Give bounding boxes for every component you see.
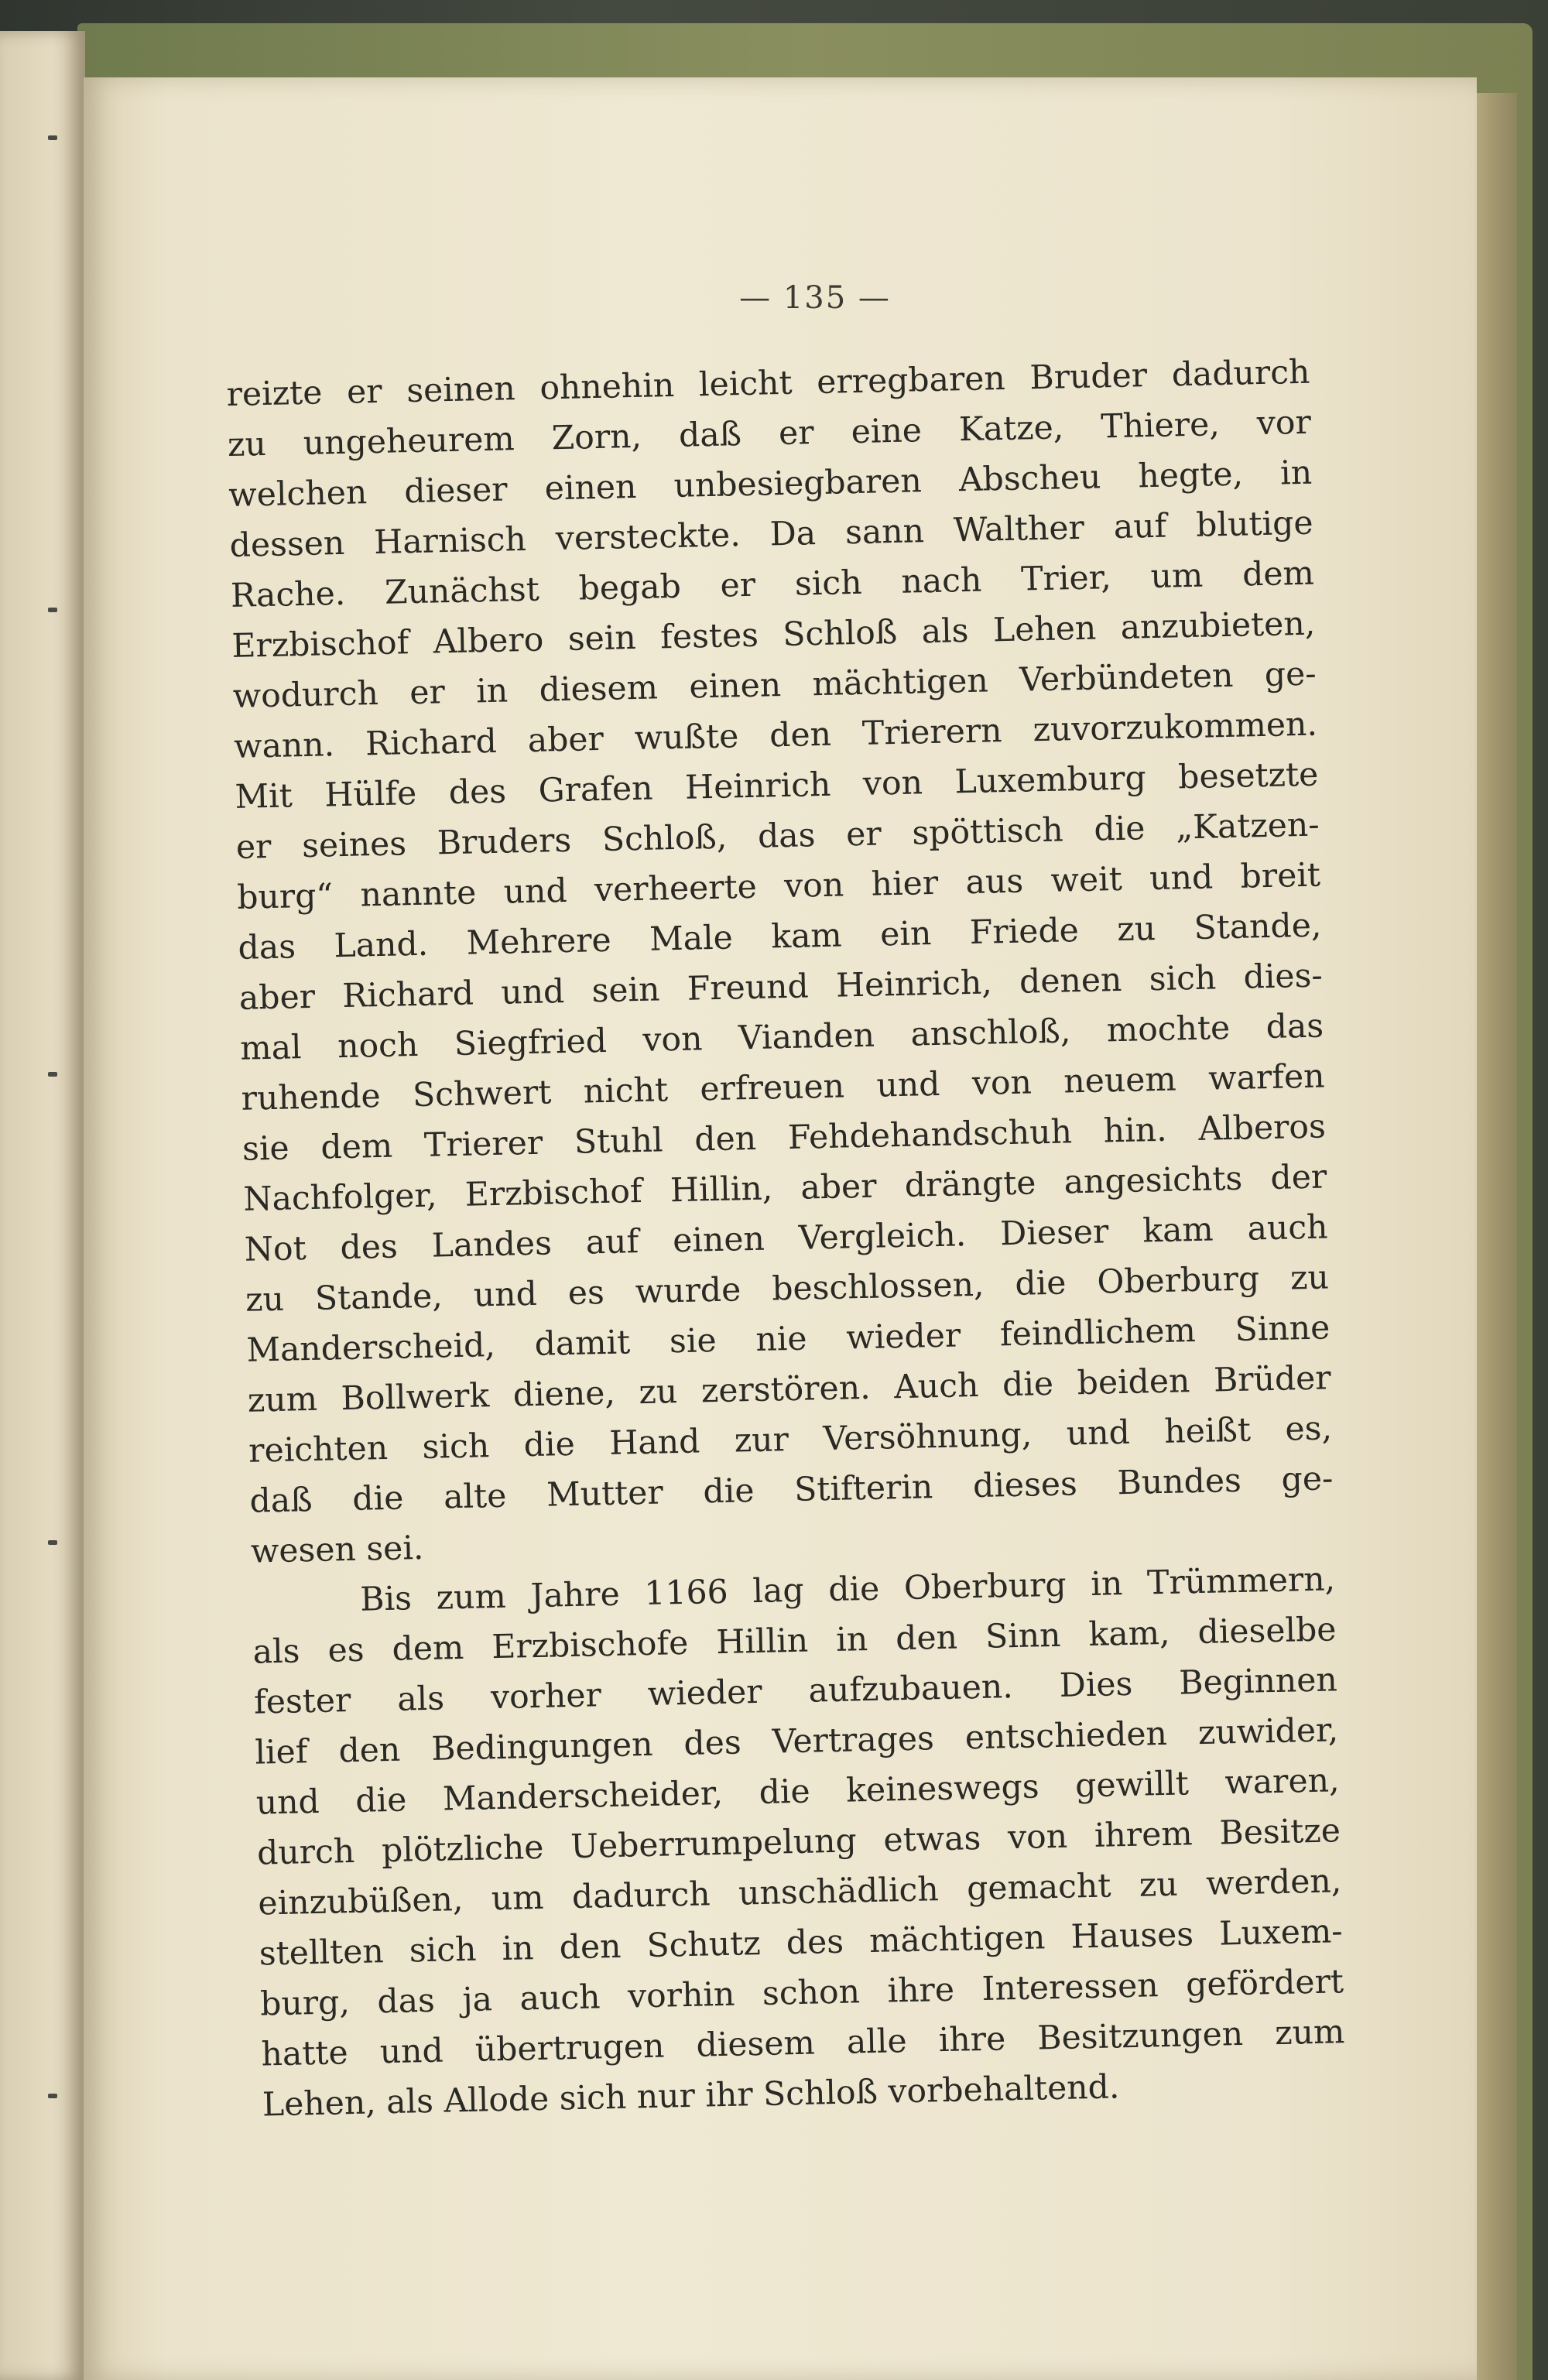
text-line: burg, das ja auch vorhin schon ihre Interessen gefördert — [259, 1963, 1344, 2024]
text-line: wodurch er in diesem einen mächtigen Verbündeten ge- — [232, 655, 1317, 716]
page-stack-edge — [1471, 93, 1517, 2380]
text-line: zum Bollwerk diene, zu zerstören. Auch die beiden Brüder — [247, 1359, 1332, 1420]
text-line: zu Stande, und es wurde beschlossen, die Oberburg zu — [245, 1258, 1330, 1320]
text-line: Nachfolger, Erzbischof Hillin, aber drängte angesichts der — [242, 1158, 1327, 1219]
text-line: Manderscheid, damit sie nie wieder feindlichem Sinne — [246, 1309, 1331, 1370]
text-line: aber Richard und sein Freund Heinrich, denen sich dies- — [238, 957, 1324, 1018]
text-line: zu ungeheurem Zorn, daß er eine Katze, Thiere, vor — [227, 403, 1312, 464]
page-text — [226, 348, 1346, 2131]
text-line: fester als vorher wieder aufzubauen. Dies Beginnen — [253, 1661, 1338, 1722]
text-line: dessen Harnisch versteckte. Da sann Walther auf blutige — [229, 504, 1313, 565]
text-line: reichten sich die Hand zur Versöhnung, und heißt es, — [248, 1409, 1333, 1471]
text-line: wesen sei. — [250, 1529, 424, 1571]
text-line: mal noch Siegfried von Vianden anschloß, mochte das — [239, 1007, 1324, 1068]
paragraph-2 — [252, 1554, 1347, 2130]
text-line: er seines Bruders Schloß, das er spöttisch die „Katzen- — [235, 806, 1320, 867]
text-line: wann. Richard aber wußte den Trierern zuvorzukommen. — [233, 705, 1318, 766]
text-line: burg“ nannte und verheerte von hier aus weit und breit — [236, 856, 1321, 917]
text-line: das Land. Mehrere Male kam ein Friede zu Stande, — [238, 906, 1322, 967]
text-line: und die Manderscheider, die keineswegs gewillt waren, — [255, 1762, 1341, 1823]
text-line: reizte er seinen ohnehin leicht erregbaren Bruder dadurch — [226, 353, 1310, 414]
text-line: Rache. Zunächst begab er sich nach Trier, um dem — [230, 554, 1315, 615]
text-line: stellten sich in den Schutz des mächtigen Hauses Luxem- — [259, 1913, 1344, 1974]
page-number: — 135 — — [739, 280, 891, 316]
text-line: hatte und übertrugen diesem alle ihre Besitzungen zum — [261, 2013, 1345, 2074]
text-line: lief den Bedingungen des Vertrages entschieden zuwider, — [254, 1711, 1339, 1772]
page-edge-mark — [48, 1072, 57, 1077]
page-edge-mark — [48, 2094, 57, 2098]
page-edge-mark — [48, 135, 57, 140]
page-edge-mark — [48, 608, 57, 612]
text-line: Not des Landes auf einen Vergleich. Dieser kam auch — [244, 1208, 1329, 1269]
text-line: Mit Hülfe des Grafen Heinrich von Luxemburg besetzte — [235, 755, 1319, 817]
text-line: Bis zum Jahre 1166 lag die Oberburg in Trümmern, — [359, 1560, 1336, 1619]
text-line: welchen dieser einen unbesiegbaren Abscheu hegte, in — [228, 454, 1313, 515]
paragraph-1 — [226, 348, 1334, 1577]
page-edge-mark — [48, 1540, 57, 1545]
text-line: ruhende Schwert nicht erfreuen und von neuem warfen — [241, 1057, 1325, 1118]
text-line: als es dem Erzbischofe Hillin in den Sinn kam, dieselbe — [252, 1611, 1337, 1672]
facing-page-edge — [0, 31, 85, 2380]
text-line: sie dem Trierer Stuhl den Fehdehandschuh hin. Alberos — [241, 1108, 1327, 1169]
text-line: durch plötzliche Ueberrumpelung etwas von ihrem Besitze — [256, 1812, 1341, 1873]
text-line: Lehen, als Allode sich nur ihr Schloß vorbehaltend. — [262, 2068, 1120, 2125]
text-line: einzubüßen, um dadurch unschädlich gemacht zu werden, — [258, 1862, 1342, 1923]
text-line: daß die alte Mutter die Stifterin dieses Bundes ge- — [249, 1460, 1334, 1521]
text-line: Erzbischof Albero sein festes Schloß als Lehen anzubieten, — [231, 604, 1316, 666]
